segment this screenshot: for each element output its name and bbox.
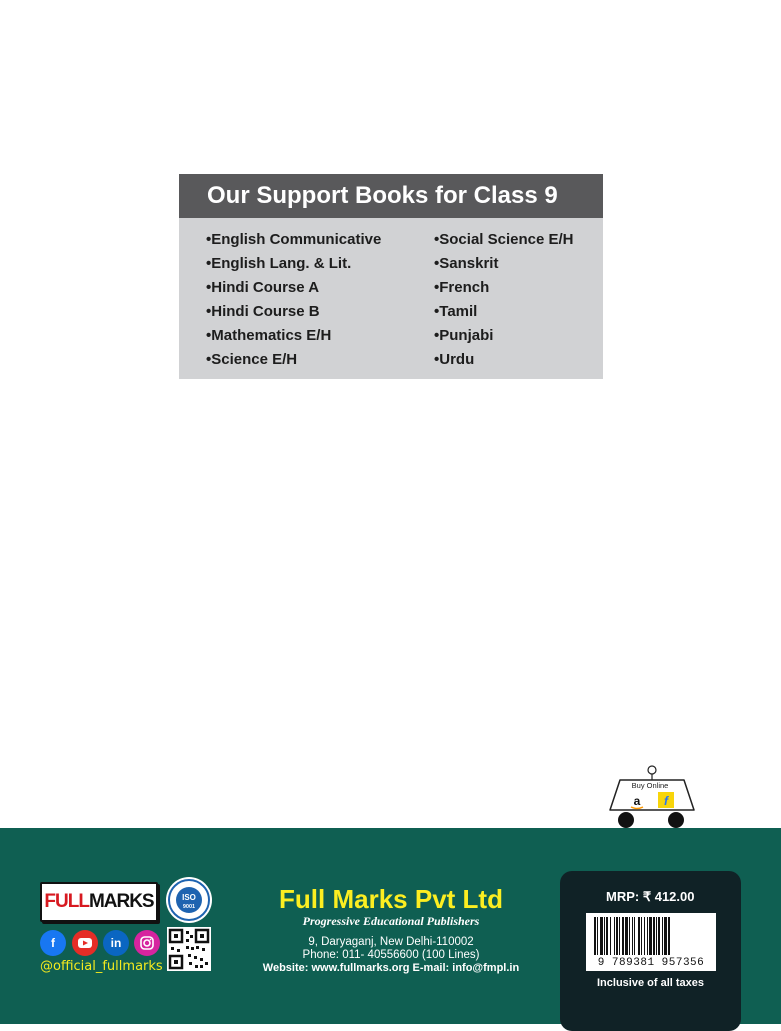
company-phone: Phone: 011- 40556600 (100 Lines) [302,949,480,961]
svg-text:ISO: ISO [182,893,196,902]
book-item: • Hindi Course B [206,302,381,326]
barcode-bar [619,917,620,955]
barcode-bar [647,917,648,955]
support-books-right-list [434,230,574,374]
isbn-digits: 9 789381 957356 [597,957,705,969]
barcode-bar [622,917,624,955]
youtube-icon[interactable] [72,930,98,956]
support-books-left-list [206,230,381,374]
book-item: • Sanskrit [434,254,574,278]
barcode-bar [634,917,635,955]
barcode [586,913,716,971]
barcode-bar [604,917,605,955]
support-books-title: Our Support Books for Class 9 [179,174,603,218]
iso-certification-icon [165,876,213,924]
barcode-bar [600,917,603,955]
book-item: • French [434,278,574,302]
barcode-bar [664,917,667,955]
barcode-bar [653,917,655,955]
barcode-bar [638,917,640,955]
instagram-icon[interactable] [134,930,160,956]
mrp-price: MRP: ₹ 412.00 [606,889,695,904]
book-item: • English Communicative [206,230,381,254]
book-item: • Hindi Course A [206,278,381,302]
company-name: Full Marks Pvt Ltd [279,884,503,914]
barcode-bar [641,917,642,955]
book-item: • Mathematics E/H [206,326,381,350]
support-books-panel [179,174,603,379]
book-item: • Science E/H [206,350,381,374]
barcode-bar [658,917,660,955]
company-contact: Website: www.fullmarks.org E-mail: info@fmpl.in [262,962,520,974]
barcode-bar [594,917,596,955]
barcode-bar [662,917,663,955]
social-handle: @official_fullmarks [40,959,163,974]
tax-note: Inclusive of all taxes [597,977,704,989]
svg-text:f: f [664,794,668,808]
fullmarks-logo: FULLMARKS [40,882,158,922]
footer-band [0,828,781,1024]
buy-online-tag[interactable] [606,762,696,830]
barcode-icon [586,913,716,957]
price-panel [560,871,741,1031]
company-tagline: Progressive Educational Publishers [302,914,480,928]
barcode-bar [606,917,608,955]
company-address: 9, Daryaganj, New Delhi-110002 [308,936,474,948]
barcode-bar [644,917,645,955]
barcode-bar [649,917,652,955]
book-item: • Punjabi [434,326,574,350]
svg-text:9001: 9001 [182,904,196,910]
linkedin-icon[interactable]: in [103,930,129,956]
barcode-bar [625,917,628,955]
book-item: • Urdu [434,350,574,374]
facebook-icon[interactable]: f [40,930,66,956]
barcode-bar [632,917,633,955]
book-item: • Social Science E/H [434,230,574,254]
barcode-bar [656,917,657,955]
cart-icon [606,762,696,830]
barcode-bar [668,917,670,955]
barcode-bar [610,917,611,955]
barcode-bar [616,917,618,955]
barcode-bar [629,917,630,955]
qr-code-icon[interactable] [167,927,211,971]
book-item: • Tamil [434,302,574,326]
barcode-bar [614,917,615,955]
svg-text:a: a [633,794,641,808]
buy-online-label: Buy Online [631,781,669,790]
flipkart-icon[interactable] [658,792,674,808]
book-item: • English Lang. & Lit. [206,254,381,278]
barcode-bar [597,917,598,955]
